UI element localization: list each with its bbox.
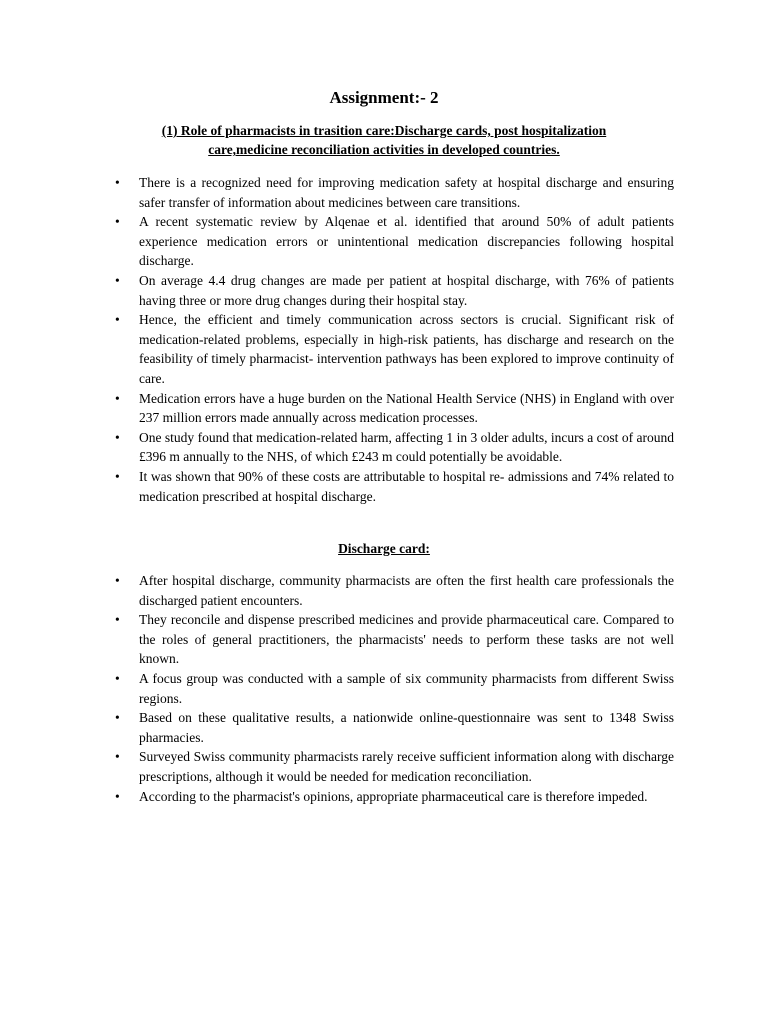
bullet-item: • They reconcile and dispense prescribed medicines and provide pharmaceutical care. Compared to the roles of general practitioners, the pharmacists' needs to perform these tasks are not well known. <box>0 610 768 669</box>
bullet-item: • It was shown that 90% of these costs are attributable to hospital re- admissions and 74% related to medication prescribed at hospital discharge. <box>0 467 768 506</box>
bullet-item: • Based on these qualitative results, a nationwide online-questionnaire was sent to 1348 Swiss pharmacies. <box>0 708 768 747</box>
subtitle-line-2: care,medicine reconciliation activities in developed countries. <box>208 142 560 157</box>
subtitle-line-1: (1) Role of pharmacists in trasition care:Discharge cards, post hospitalization <box>161 123 607 138</box>
discharge-bullet-list <box>0 571 768 806</box>
bullet-item: • On average 4.4 drug changes are made per patient at hospital discharge, with 76% of patients having three or more drug changes during their hospital stay. <box>0 271 768 310</box>
page-title: Assignment:- 2 <box>329 88 439 107</box>
bullet-item: • Medication errors have a huge burden on the National Health Service (NHS) in England with over 237 million errors made annually across medication processes. <box>0 389 768 428</box>
bullet-item: • A focus group was conducted with a sample of six community pharmacists from different Swiss regions. <box>0 669 768 708</box>
bullet-item: • A recent systematic review by Alqenae et al. identified that around 50% of adult patients experience medication errors or unintentional medication discrepancies following hospital discharge. <box>0 212 768 271</box>
assignment-subtitle <box>120 121 648 159</box>
bullet-item: • After hospital discharge, community pharmacists are often the first health care professionals the discharged patient encounters. <box>0 571 768 610</box>
discharge-card-heading: Discharge card: <box>338 541 430 556</box>
bullet-item: • Hence, the efficient and timely communication across sectors is crucial. Significant risk of medication-related problems, especially in high-risk patients, has discharge and research on the feasibility of timely pharmacist- intervention pathways has been explored to improve continuity of care. <box>0 310 768 388</box>
bullet-item: • According to the pharmacist's opinions, appropriate pharmaceutical care is therefore impeded. <box>0 787 768 807</box>
bullet-item: • Surveyed Swiss community pharmacists rarely receive sufficient information along with discharge prescriptions, although it would be needed for medication reconciliation. <box>0 747 768 786</box>
bullet-item: • One study found that medication-related harm, affecting 1 in 3 older adults, incurs a cost of around £396 m annually to the NHS, of which £243 m could potentially be avoidable. <box>0 428 768 467</box>
intro-bullet-list <box>0 173 768 506</box>
bullet-item: • There is a recognized need for improving medication safety at hospital discharge and ensuring safer transfer of information about medicines between care transitions. <box>0 173 768 212</box>
